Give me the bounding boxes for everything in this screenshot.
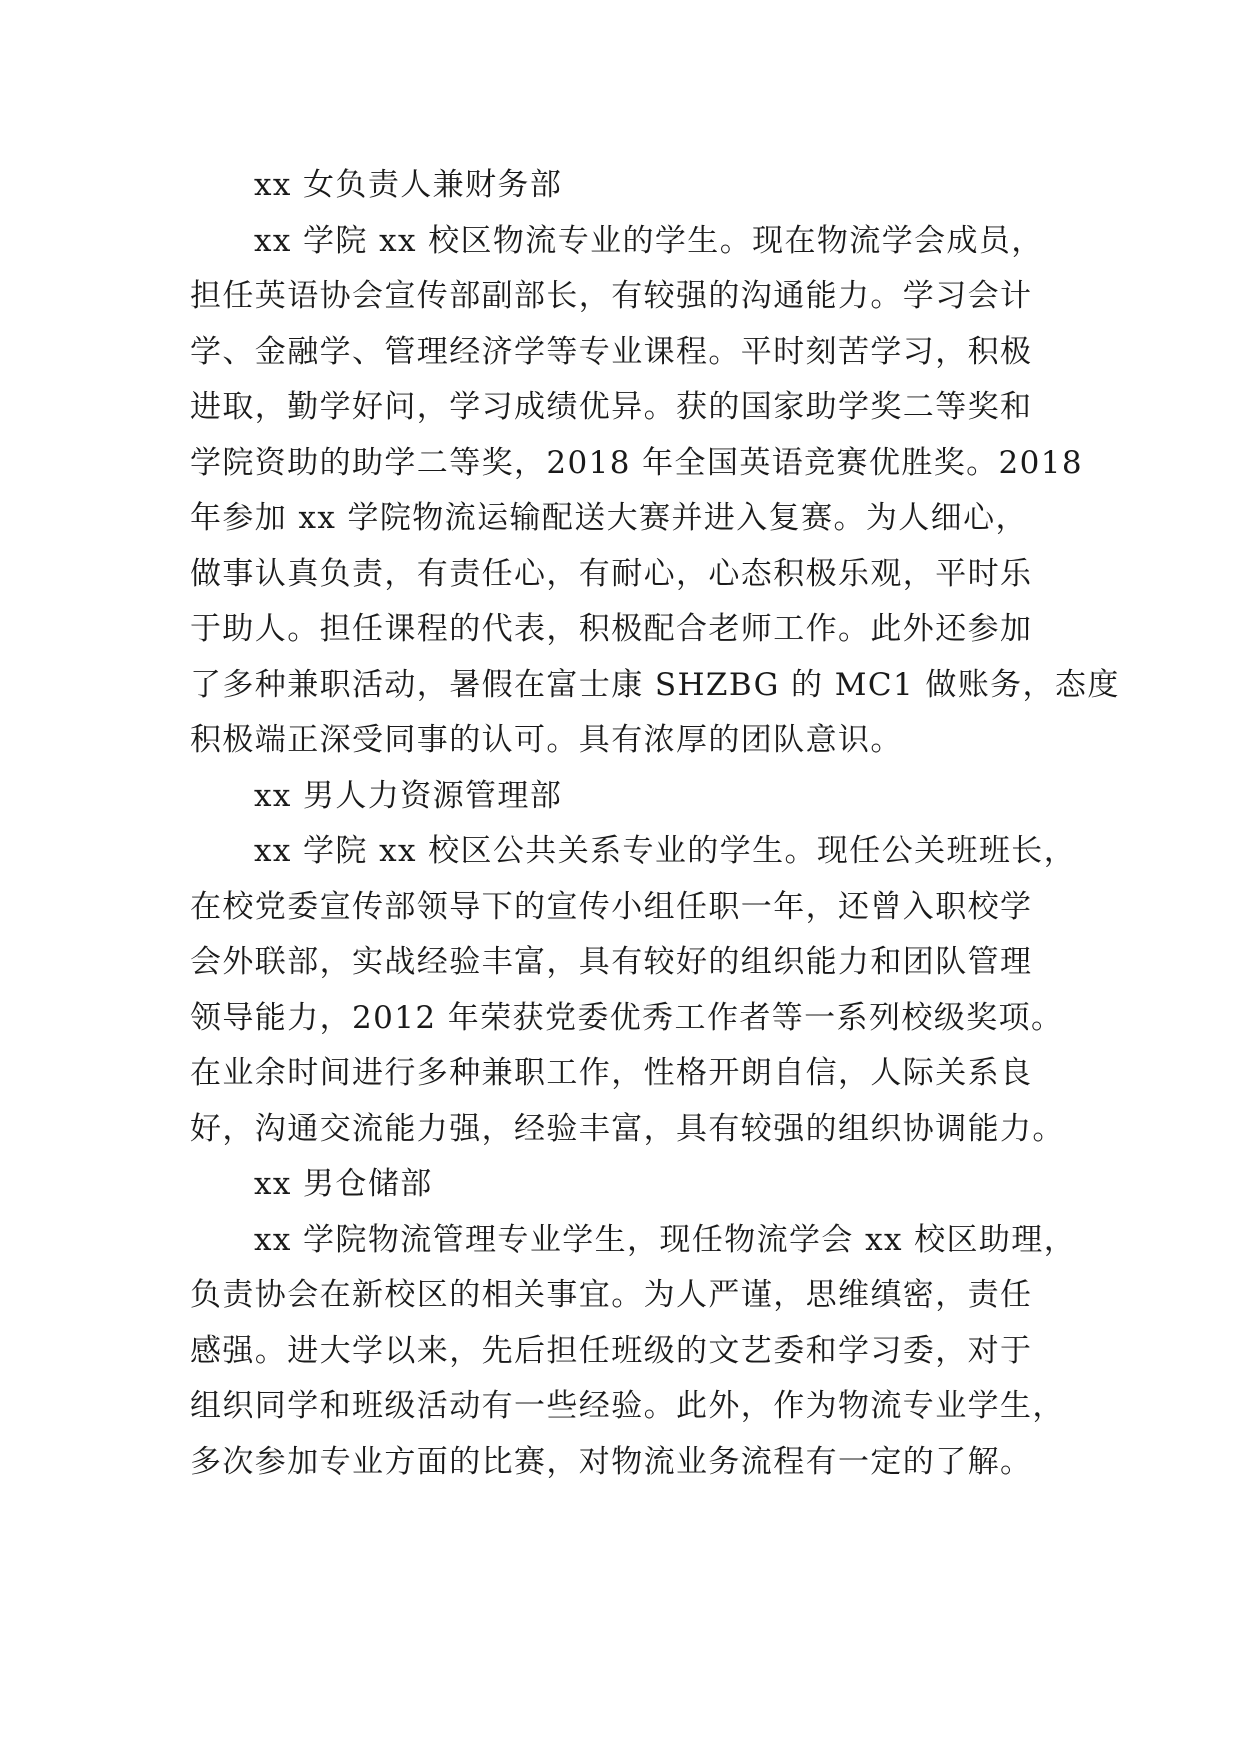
section-heading: xx 男仓储部 xyxy=(254,1166,433,1202)
section-heading: xx 男人力资源管理部 xyxy=(254,777,563,814)
paragraph-line: 进取，勤学好问，学习成绩优异。获的国家助学奖二等奖和 xyxy=(190,389,1033,425)
section-hr xyxy=(190,769,1077,1158)
paragraph-line: 感强。进大学以来，先后担任班级的文艺委和学习委，对于 xyxy=(190,1332,1033,1369)
section-heading: xx 女负责人兼财务部 xyxy=(254,167,563,203)
paragraph-line: 在业余时间进行多种兼职工作，性格开朗自信，人际关系良 xyxy=(190,1055,1033,1091)
paragraph-line: 了多种兼职活动，暑假在富士康 SHZBG 的 MC1 做账务，态度 xyxy=(190,666,1120,703)
paragraph-line: 年参加 xx 学院物流运输配送大赛并进入复赛。为人细心， xyxy=(190,500,1028,536)
paragraph-line: 领导能力，2012 年荣获党委优秀工作者等一系列校级奖项。 xyxy=(190,999,1064,1036)
paragraph-line: 学、金融学、管理经济学等专业课程。平时刻苦学习，积极 xyxy=(190,333,1033,370)
paragraph-line: 在校党委宣传部领导下的宣传小组任职一年，还曾入职校学 xyxy=(190,888,1033,925)
paragraph-line: 会外联部，实战经验丰富，具有较好的组织能力和团队管理 xyxy=(190,944,1033,980)
document-page xyxy=(190,158,1120,1490)
paragraph-line: 担任英语协会宣传部副部长，有较强的沟通能力。学习会计 xyxy=(190,278,1033,314)
paragraph-line: 做事认真负责，有责任心，有耐心，心态积极乐观，平时乐 xyxy=(190,555,1033,592)
paragraph-line: 于助人。担任课程的代表，积极配合老师工作。此外还参加 xyxy=(190,611,1033,647)
paragraph-line: 积极端正深受同事的认可。具有浓厚的团队意识。 xyxy=(190,722,903,758)
paragraph-line: 多次参加专业方面的比赛，对物流业务流程有一定的了解。 xyxy=(190,1443,1033,1480)
paragraph-line: xx 学院 xx 校区公共关系专业的学生。现任公关班班长， xyxy=(254,833,1077,869)
paragraph-line: 负责协会在新校区的相关事宜。为人严谨，思维缜密，责任 xyxy=(190,1277,1033,1313)
paragraph-line: xx 学院 xx 校区物流专业的学生。现在物流学会成员， xyxy=(254,222,1044,259)
paragraph-line: 好，沟通交流能力强，经验丰富，具有较强的组织协调能力。 xyxy=(190,1110,1065,1147)
paragraph-line: xx 学院物流管理专业学生，现任物流学会 xx 校区助理， xyxy=(254,1221,1077,1258)
section-warehouse xyxy=(190,1157,1077,1490)
section-finance xyxy=(190,158,1120,769)
paragraph-line: 组织同学和班级活动有一些经验。此外，作为物流专业学生， xyxy=(190,1388,1065,1424)
paragraph-line: 学院资助的助学二等奖，2018 年全国英语竞赛优胜奖。2018 xyxy=(190,444,1084,481)
